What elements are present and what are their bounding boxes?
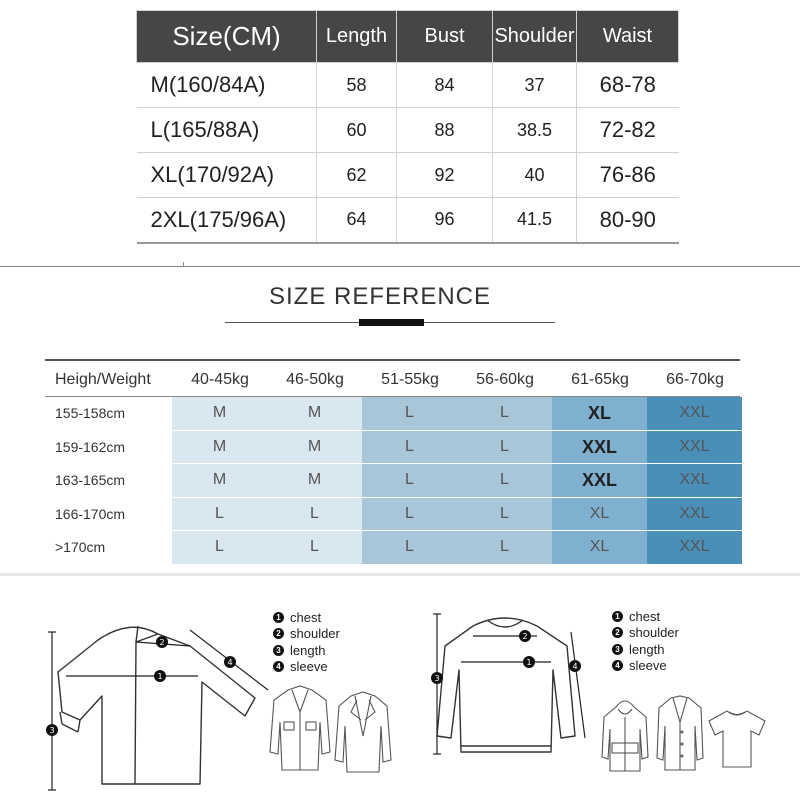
size-cell: L [362,464,457,497]
size-cell: M [172,397,267,430]
size-cell: L(165/88A) [137,108,317,153]
height-label: 159-162cm [55,438,126,455]
size-table-header: Shoulder [493,11,577,63]
number-icon: 1 [273,612,284,623]
size-cell: XXL [647,464,742,497]
size-cell: L [457,431,552,464]
length-cell: 58 [317,63,397,108]
svg-text:3: 3 [49,726,55,735]
shoulder-cell: 38.5 [493,108,577,153]
height-label: >170cm [55,539,106,556]
size-table-header: Bust [397,11,493,63]
shoulder-cell: 40 [493,153,577,198]
length-cell: 62 [317,153,397,198]
table-row [45,464,740,498]
weight-header: 61-65kg [571,371,629,388]
number-icon: 3 [273,645,284,656]
divider [45,359,740,361]
bust-cell: 88 [397,108,493,153]
table-row [45,397,740,431]
svg-text:2: 2 [159,638,165,647]
legend-item [612,608,679,625]
height-label: 166-170cm [55,505,126,522]
legend-item [612,658,679,675]
shoulder-cell: 41.5 [493,198,577,243]
size-cell: 2XL(175/96A) [137,198,317,243]
title-accent-bar [359,319,424,326]
size-table [136,10,679,244]
measure-marker-shoulder-icon [519,630,531,642]
number-icon: 2 [273,628,284,639]
size-cell: L [362,498,457,531]
size-cell: L [362,431,457,464]
table-row [137,198,679,243]
legend-label: length [290,642,326,658]
legend-item [273,609,340,626]
cardigan-sketch-icon [655,692,705,774]
table-row [45,531,740,565]
number-icon: 3 [612,644,623,655]
measure-marker-chest-icon [154,670,166,682]
weight-header: 40-45kg [191,371,249,388]
legend-label: chest [629,608,661,624]
legend-item [273,642,340,659]
size-cell: M [172,464,267,497]
size-cell: XXL [647,498,742,531]
measure-marker-chest-icon [523,656,535,668]
size-cell: L [172,498,267,531]
size-cell: M [267,464,362,497]
bust-cell: 84 [397,63,493,108]
size-cell: L [172,531,267,564]
size-cell: M [267,431,362,464]
measure-marker-shoulder-icon [156,636,168,648]
legend-item [273,626,340,643]
size-cell: M [267,397,362,430]
size-cell: XL [552,531,647,564]
legend-label: chest [290,609,322,625]
weight-header: 56-60kg [476,371,534,388]
svg-text:4: 4 [227,658,233,667]
weight-header: 46-50kg [286,371,344,388]
svg-text:1: 1 [157,672,163,681]
height-label: 155-158cm [55,405,126,421]
table-row [45,431,740,465]
measurement-legend [612,608,679,674]
divider-tick [183,262,184,267]
divider [0,573,800,576]
legend-label: sleeve [629,658,667,674]
height-label: 163-165cm [55,472,126,489]
length-cell: 64 [317,198,397,243]
measurement-legend [273,609,340,675]
legend-label: shoulder [629,625,679,641]
svg-text:1: 1 [526,658,532,667]
size-cell: L [457,531,552,564]
size-table-header-row [137,11,679,63]
waist-cell: 80-90 [577,198,679,243]
size-cell: XXL [552,464,647,497]
size-cell: L [362,531,457,564]
size-cell: M [172,431,267,464]
size-cell: L [267,531,362,564]
legend-label: length [629,641,665,657]
legend-item [612,641,679,658]
hoodie-sketch-icon [600,695,650,775]
table-row [45,498,740,532]
table-row [137,153,679,198]
size-cell: XL [552,498,647,531]
size-cell: XXL [552,431,647,464]
measure-marker-length-icon [431,672,443,684]
size-cell: L [457,464,552,497]
legend-item [612,625,679,642]
size-cell: XXL [647,397,742,430]
tshirt-sketch-icon [705,705,770,770]
size-cell: M(160/84A) [137,63,317,108]
size-cell: XL(170/92A) [137,153,317,198]
size-cell: XXL [647,531,742,564]
measure-marker-sleeve-icon [224,656,236,668]
blazer-sketch-icon [333,690,393,775]
svg-text:4: 4 [572,662,578,671]
number-icon: 1 [612,611,623,622]
bust-cell: 92 [397,153,493,198]
weight-header: 51-55kg [381,371,439,388]
divider [0,266,800,267]
size-cell: L [457,498,552,531]
size-cell: L [457,397,552,430]
reference-corner-label: Heigh/Weight [55,371,151,388]
size-reference-title: SIZE REFERENCE [268,283,492,310]
svg-text:3: 3 [434,674,440,683]
waist-cell: 76-86 [577,153,679,198]
size-cell: L [267,498,362,531]
waist-cell: 72-82 [577,108,679,153]
size-table-header: Length [317,11,397,63]
table-row [137,63,679,108]
bust-cell: 96 [397,198,493,243]
shirt-measurement-diagram [40,612,275,792]
size-reference-grid [45,397,740,565]
waist-cell: 68-78 [577,63,679,108]
size-cell: L [362,397,457,430]
size-table-header: Waist [577,11,679,63]
number-icon: 4 [273,661,284,672]
svg-text:2: 2 [522,632,528,641]
sweater-measurement-diagram [425,606,595,776]
measure-marker-length-icon [46,724,58,736]
weight-header: 66-70kg [666,371,724,388]
table-row [137,108,679,153]
size-cell: XXL [647,431,742,464]
legend-label: sleeve [290,659,328,675]
measure-marker-sleeve-icon [569,660,581,672]
legend-item [273,659,340,676]
jacket-sketch-icon [268,682,333,774]
number-icon: 2 [612,627,623,638]
shoulder-cell: 37 [493,63,577,108]
legend-label: shoulder [290,626,340,642]
reference-header-row [45,366,740,396]
length-cell: 60 [317,108,397,153]
number-icon: 4 [612,660,623,671]
size-table-header: Size(CM) [137,11,317,63]
size-cell: XL [552,397,647,430]
